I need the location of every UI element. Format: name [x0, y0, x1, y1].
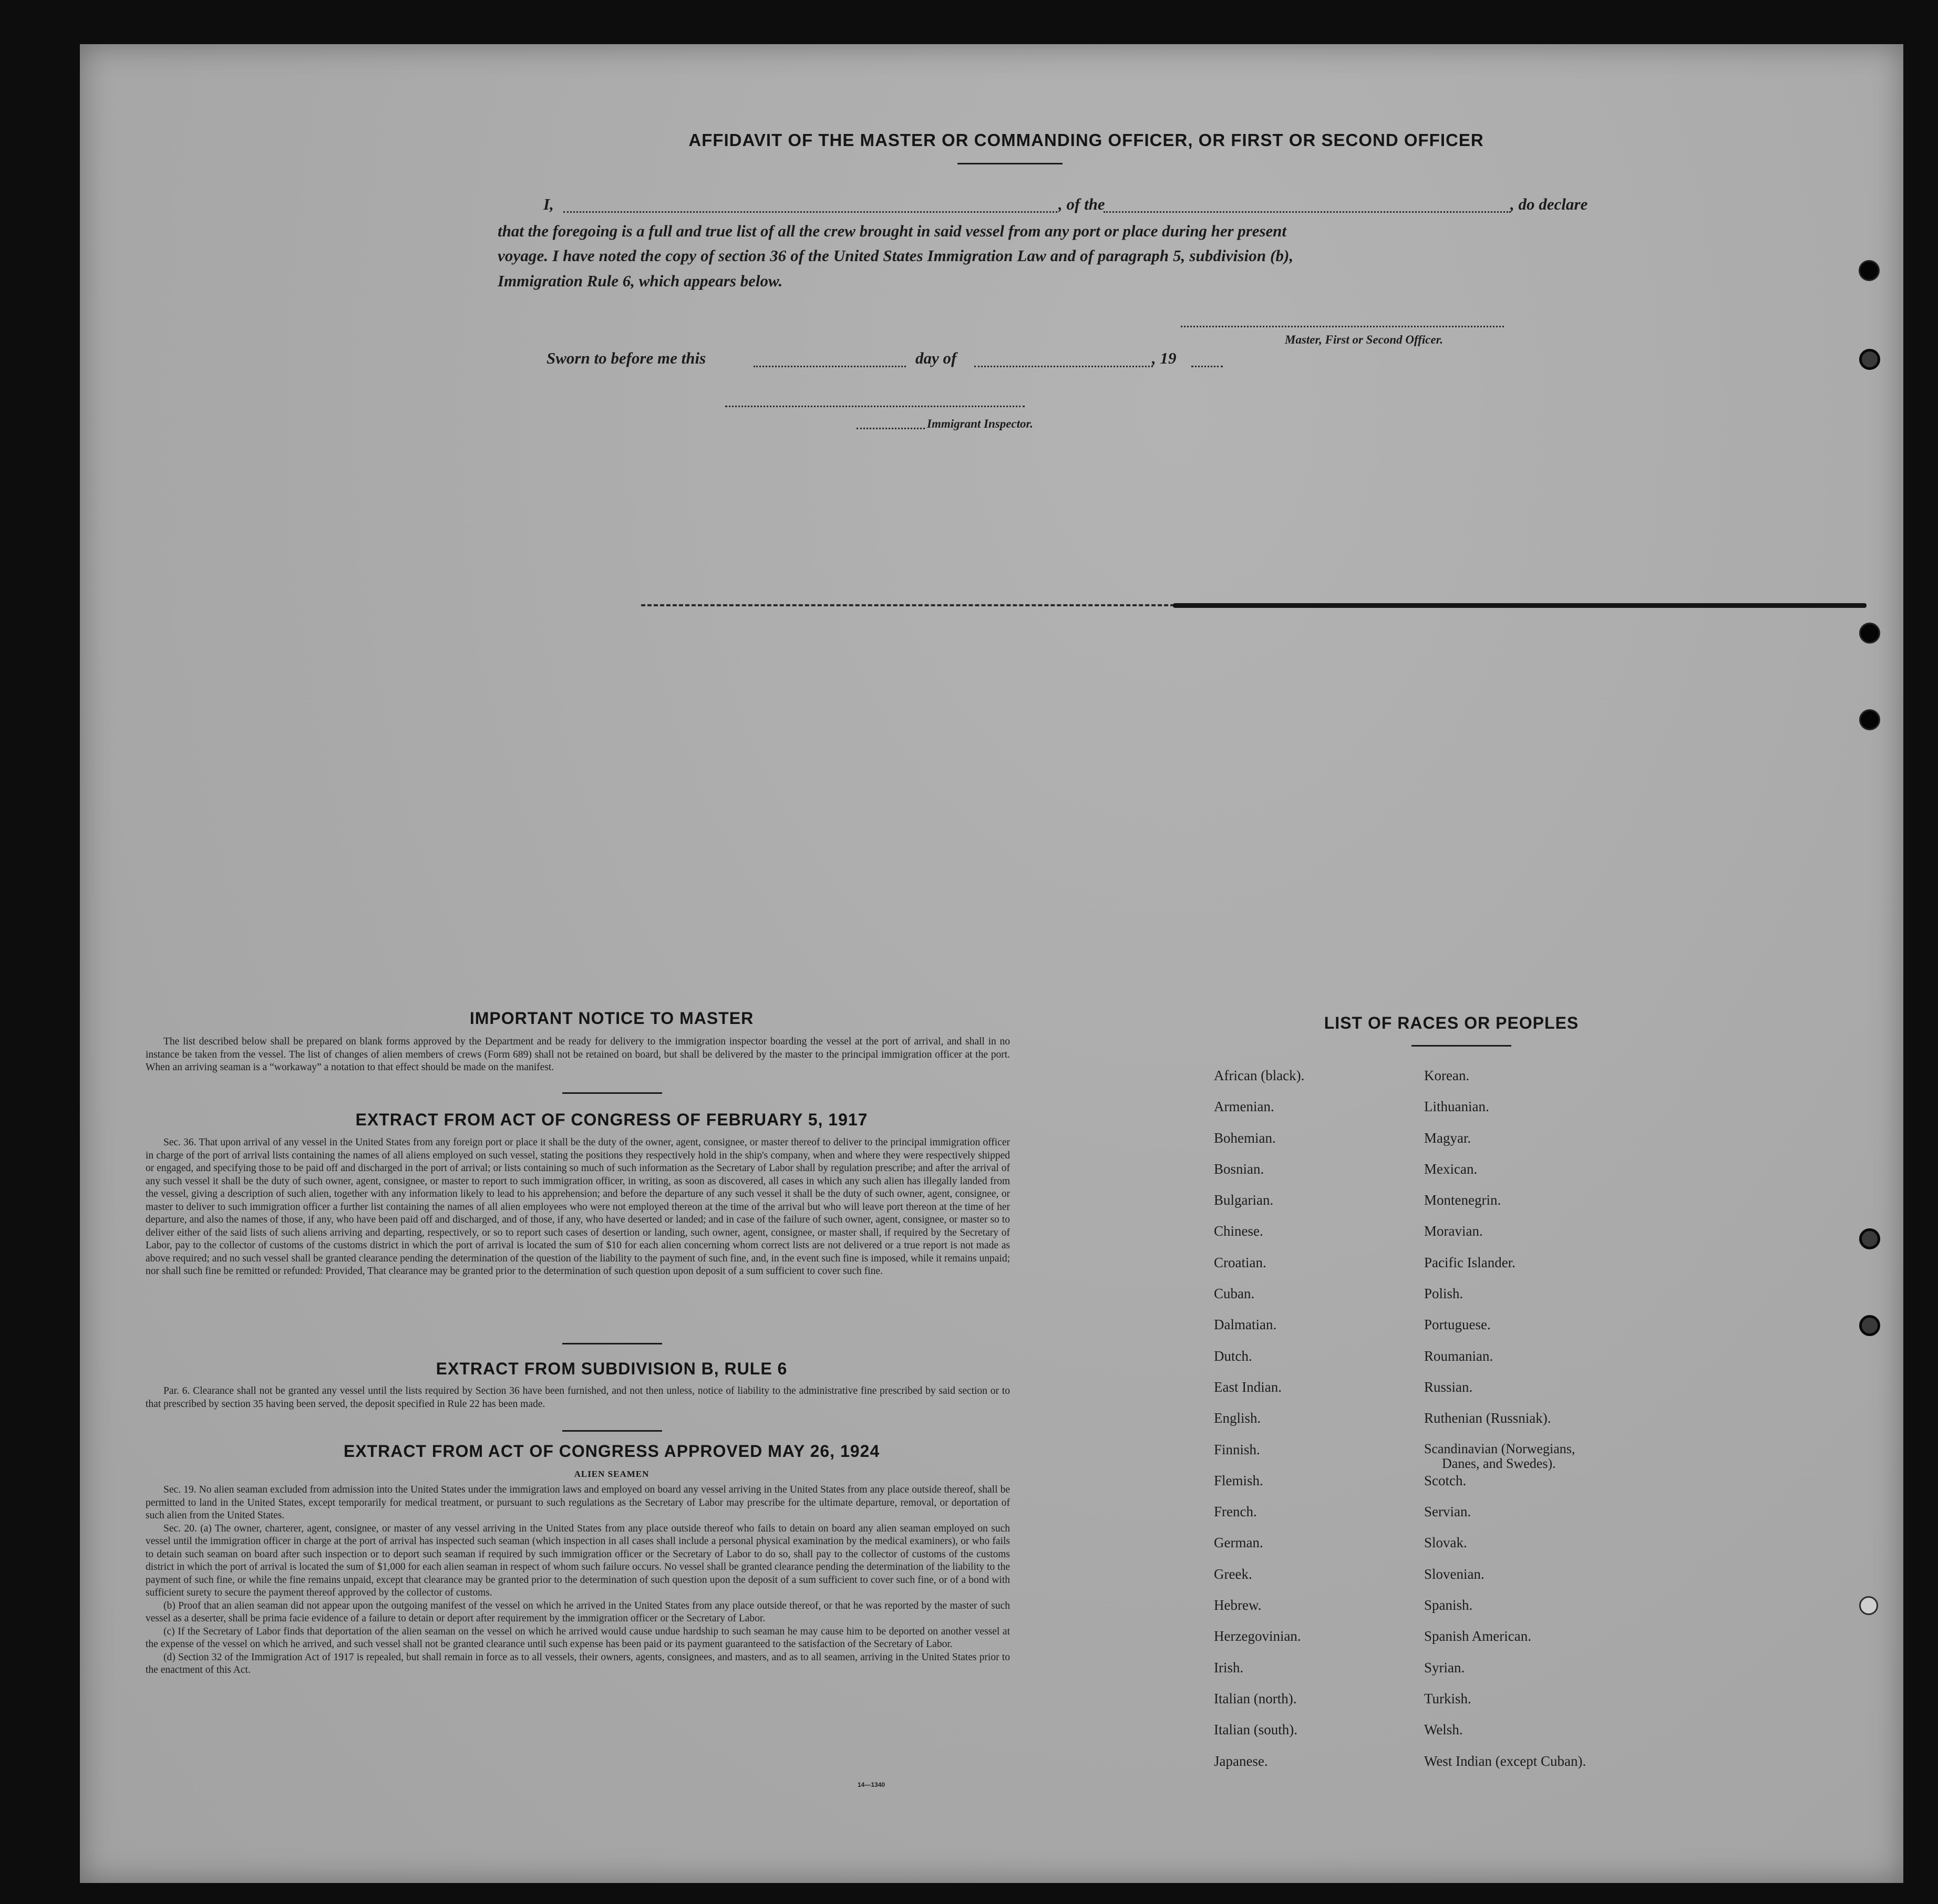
sworn-year: , 19 — [1152, 349, 1177, 367]
extract-1924-text — [146, 1484, 1010, 1784]
affidavit-name-line — [563, 211, 1057, 213]
race-item: Italian (south). — [1214, 1722, 1297, 1738]
race-item: Bulgarian. — [1214, 1192, 1274, 1208]
form-number: 14—1340 — [858, 1781, 885, 1788]
inspector-lead-line — [857, 428, 925, 429]
race-item: Roumanian. — [1424, 1348, 1493, 1364]
race-item: Russian. — [1424, 1379, 1473, 1395]
race-item: Scotch. — [1424, 1472, 1467, 1488]
affidavit-do-declare: , do declare — [1510, 195, 1588, 213]
race-item: Irish. — [1214, 1659, 1244, 1675]
affidavit-heading-rule — [957, 163, 1063, 164]
binder-hole — [1859, 1228, 1880, 1249]
sworn-text: Sworn to before me this — [547, 349, 706, 367]
race-item-line: Danes, and Swedes). — [1442, 1455, 1556, 1471]
race-item: Korean. — [1424, 1068, 1470, 1083]
sec-20c-paragraph: (c) If the Secretary of Labor finds that deportation of the alien seaman on the vessel on which he arrived would cause undue hardship to such seaman he may cause him to be deported on another vessel at the expense of the vessel on which he arrived, and such vessel shall not be granted clearance until such expense has been paid or its payment guaranteed to the satisfaction of the Secretary of Labor. — [146, 1626, 1010, 1650]
race-item: Moravian. — [1424, 1223, 1483, 1239]
race-item: French. — [1214, 1504, 1257, 1520]
race-item: Herzegovinian. — [1214, 1628, 1301, 1644]
race-item: West Indian (except Cuban). — [1424, 1753, 1586, 1769]
races-left-column — [1214, 1068, 1414, 1784]
race-item: Spanish. — [1424, 1597, 1473, 1613]
affidavit-of-the: , of the — [1058, 195, 1105, 213]
binder-hole — [1859, 709, 1880, 730]
race-item: Greek. — [1214, 1566, 1252, 1582]
race-item: Ruthenian (Russniak). — [1424, 1410, 1551, 1426]
race-item: Finnish. — [1214, 1441, 1260, 1457]
race-item: Spanish American. — [1424, 1628, 1531, 1644]
race-item-multiline — [1424, 1442, 1645, 1473]
race-item: Slovenian. — [1424, 1566, 1485, 1582]
race-item: Flemish. — [1214, 1472, 1263, 1488]
affidavit-vessel-line — [1104, 211, 1511, 213]
race-item: Welsh. — [1424, 1722, 1463, 1738]
notice-rule — [562, 1092, 662, 1094]
race-item: Portuguese. — [1424, 1317, 1491, 1333]
race-item: East Indian. — [1214, 1379, 1282, 1395]
binder-hole — [1859, 1596, 1878, 1615]
inspector-label: Immigrant Inspector. — [927, 417, 1033, 430]
extract-1924-heading: EXTRACT FROM ACT OF CONGRESS APPROVED MAY 26, 1924 — [343, 1442, 880, 1461]
race-item: Mexican. — [1424, 1161, 1478, 1177]
notice-text: The list described below shall be prepared on blank forms approved by the Department and be ready for delivery to the immigration inspector boarding the vessel at the port of arrival, and shall in no instance be taken from the vessel. The list of changes of alien members of crews (Form 689) shall not be retained on board, but shall be delivered by the master to the principal immigration officer at the port. When an arriving seaman is a “workaway” a notation to that effect should be made on the manifest. — [146, 1036, 1010, 1073]
notice-heading: IMPORTANT NOTICE TO MASTER — [469, 1009, 754, 1028]
binder-hole — [1859, 260, 1880, 281]
sec-20a-paragraph: Sec. 20. (a) The owner, charterer, agent, consignee, or master of any vessel arriving in the United States from any place outside thereof who fails to detain on board any alien seaman employed on such vessel until the immigration officer in charge at the port of arrival has inspected such seaman (which inspection in all cases shall include a personal physical examination by the medical examiners), or who fails to detain such seaman on board after such inspection or to deport such seaman if required by such immigration officer or the Secretary of Labor to do so, shall pay to the collector of customs of the customs district in which the port of arrival is located the sum of $1,000 for each alien seaman in respect of whom such failure occurs. No vessel shall be granted clearance pending the determination of the liability to the payment of such fine, or while the fine remains unpaid, except that clearance may be granted prior to the determination of such question upon the deposit of a sum sufficient to cover such fine, or of a bond with sufficient surety to secure the payment thereof approved by the collector of customs. — [146, 1523, 1010, 1598]
extract-1924-subheading: ALIEN SEAMEN — [574, 1469, 650, 1479]
race-item: Montenegrin. — [1424, 1192, 1501, 1208]
race-item: Turkish. — [1424, 1690, 1471, 1706]
race-item: Hebrew. — [1214, 1597, 1262, 1613]
rule6-text: Par. 6. Clearance shall not be granted any vessel until the lists required by Section 36 have been furnished, and not then unless, notice of liability to the administrative fine prescribed by said section or to that prescribed by section 35 having been served, the deposit specified in Rule 22 has been made. — [146, 1385, 1010, 1410]
race-item: Italian (north). — [1214, 1690, 1297, 1706]
race-item: African (black). — [1214, 1068, 1305, 1083]
extract-1917-heading: EXTRACT FROM ACT OF CONGRESS OF FEBRUARY 5, 1917 — [355, 1110, 868, 1129]
master-signature-label: Master, First or Second Officer. — [1285, 333, 1444, 346]
races-heading: LIST OF RACES OR PEOPLES — [1324, 1013, 1579, 1032]
race-item: Bosnian. — [1214, 1161, 1264, 1177]
race-item: Syrian. — [1424, 1659, 1465, 1675]
binder-hole — [1859, 1315, 1880, 1336]
race-item: Japanese. — [1214, 1753, 1268, 1769]
affidavit-line-4: Immigration Rule 6, which appears below. — [498, 272, 783, 290]
extract-1917-text: Sec. 36. That upon arrival of any vessel in the United States from any foreign port or place it shall be the duty of the owner, agent, consignee, or master thereof to deliver to the principal immigration officer in charge of the port of arrival lists containing the names of all aliens employed on such vessel, stating the positions they respectively hold in the ship's company, when and where they were respectively shipped or engaged, and specifying those to be paid off and discharged in the port of arrival; or lists containing so much of such information as the Secretary of Labor shall by regulation prescribe; and after the arrival of any such vessel it shall be the duty of such owner, agent, consignee, or master to report to such immigration officer, in writing, as soon as discovered, all cases in which any such alien has illegally landed from the vessel, giving a description of such alien, together with any information likely to lead to his apprehension; and before the departure of any such vessel it shall be the duty of such owner, agent, consignee, or master to deliver to such immigration officer a further list containing the names of all alien employees who were not employed thereon at the time of the arrival but who will leave port thereon at the time of her departure, and also the names of those, if any, who have been paid off and discharged, and of those, if any, who have deserted or landed; and in case of the failure of such owner, agent, consignee, or master so to deliver either of the said lists of such aliens arriving and departing, respectively, or so to report such cases of desertion or landing, such owner, agent, consignee, or master shall, if required by the Secretary of Labor, pay to the collector of customs of the customs district in which the port of arrival is located the sum of $10 for each alien concerning whom correct lists are not delivered or a true report is not made as above required; and no such vessel shall be granted clearance pending the determination of the question of the liability to the payment of such fine, and, in the event such fine is imposed, while it remains unpaid; nor shall such fine be remitted or refunded: Provided, That clearance may be granted prior to the determination of such question upon deposit of a sum sufficient to cover such fine. — [146, 1137, 1010, 1277]
extract-1917-rule — [562, 1343, 662, 1344]
race-item: German. — [1214, 1535, 1263, 1551]
sec-19-paragraph: Sec. 19. No alien seaman excluded from admission into the United States under the immigration laws and employed on board any vessel arriving in the United States from any place outside thereof, shall be permitted to land in the United States, except temporarily for medical treatment, or pursuant to such regulations as the Secretary of Labor may prescribe for the ultimate departure, removal, or deportation of such alien from the United States. — [146, 1484, 1010, 1521]
race-item: Dalmatian. — [1214, 1317, 1277, 1333]
sworn-day-of: day of — [915, 349, 957, 367]
race-item: Magyar. — [1424, 1130, 1471, 1146]
master-signature-line — [1181, 326, 1504, 327]
rule6-rule — [562, 1430, 662, 1432]
race-item: Croatian. — [1214, 1254, 1266, 1270]
sworn-month-line — [974, 366, 1153, 367]
race-item: Bohemian. — [1214, 1130, 1276, 1146]
affidavit-line-2: that the foregoing is a full and true list of all the crew brought in said vessel from any port or place during her present — [498, 222, 1286, 240]
race-item: Cuban. — [1214, 1286, 1255, 1302]
race-item: Dutch. — [1214, 1348, 1252, 1364]
rule6-heading: EXTRACT FROM SUBDIVISION B, RULE 6 — [436, 1359, 788, 1378]
race-item: Armenian. — [1214, 1099, 1274, 1115]
race-item: Lithuanian. — [1424, 1099, 1489, 1115]
sec-20d-paragraph: (d) Section 32 of the Immigration Act of 1917 is repealed, but shall remain in force as to all vessels, their owners, agents, consignees, and masters, and as to all seamen, arriving in the United States prior to the enactment of this Act. — [146, 1651, 1010, 1675]
races-right-column — [1424, 1068, 1645, 1784]
affidavit-line-3: voyage. I have noted the copy of section 36 of the United States Immigration Law and of paragraph 5, subdivision (b), — [498, 246, 1294, 265]
ink-smudge — [1173, 603, 1867, 608]
race-item: Slovak. — [1424, 1535, 1467, 1551]
race-item: Chinese. — [1214, 1223, 1263, 1239]
race-item: Polish. — [1424, 1286, 1463, 1302]
form-sheet — [80, 44, 1903, 1883]
races-heading-rule — [1411, 1045, 1511, 1047]
affidavit-i: I, — [543, 195, 554, 213]
race-item: English. — [1214, 1410, 1261, 1426]
sec-20b-paragraph: (b) Proof that an alien seaman did not appear upon the outgoing manifest of the vessel on which he arrived in the United States from any place outside thereof, or that he was reported by the master of such vessel as a deserter, shall be prima facie evidence of a failure to detain or deport after requirement by the immigration officer or the Secretary of Labor. — [146, 1600, 1010, 1624]
inspector-signature-line — [725, 406, 1025, 407]
sworn-day-line — [754, 366, 906, 367]
affidavit-heading: AFFIDAVIT OF THE MASTER OR COMMANDING OFFICER, OR FIRST OR SECOND OFFICER — [688, 130, 1484, 150]
race-item-line: Scandinavian (Norwegians, — [1424, 1441, 1575, 1456]
race-item: Pacific Islander. — [1424, 1254, 1516, 1270]
binder-hole — [1859, 623, 1880, 644]
race-item: Servian. — [1424, 1504, 1471, 1520]
binder-hole — [1859, 349, 1880, 370]
sworn-year-line — [1191, 366, 1223, 367]
